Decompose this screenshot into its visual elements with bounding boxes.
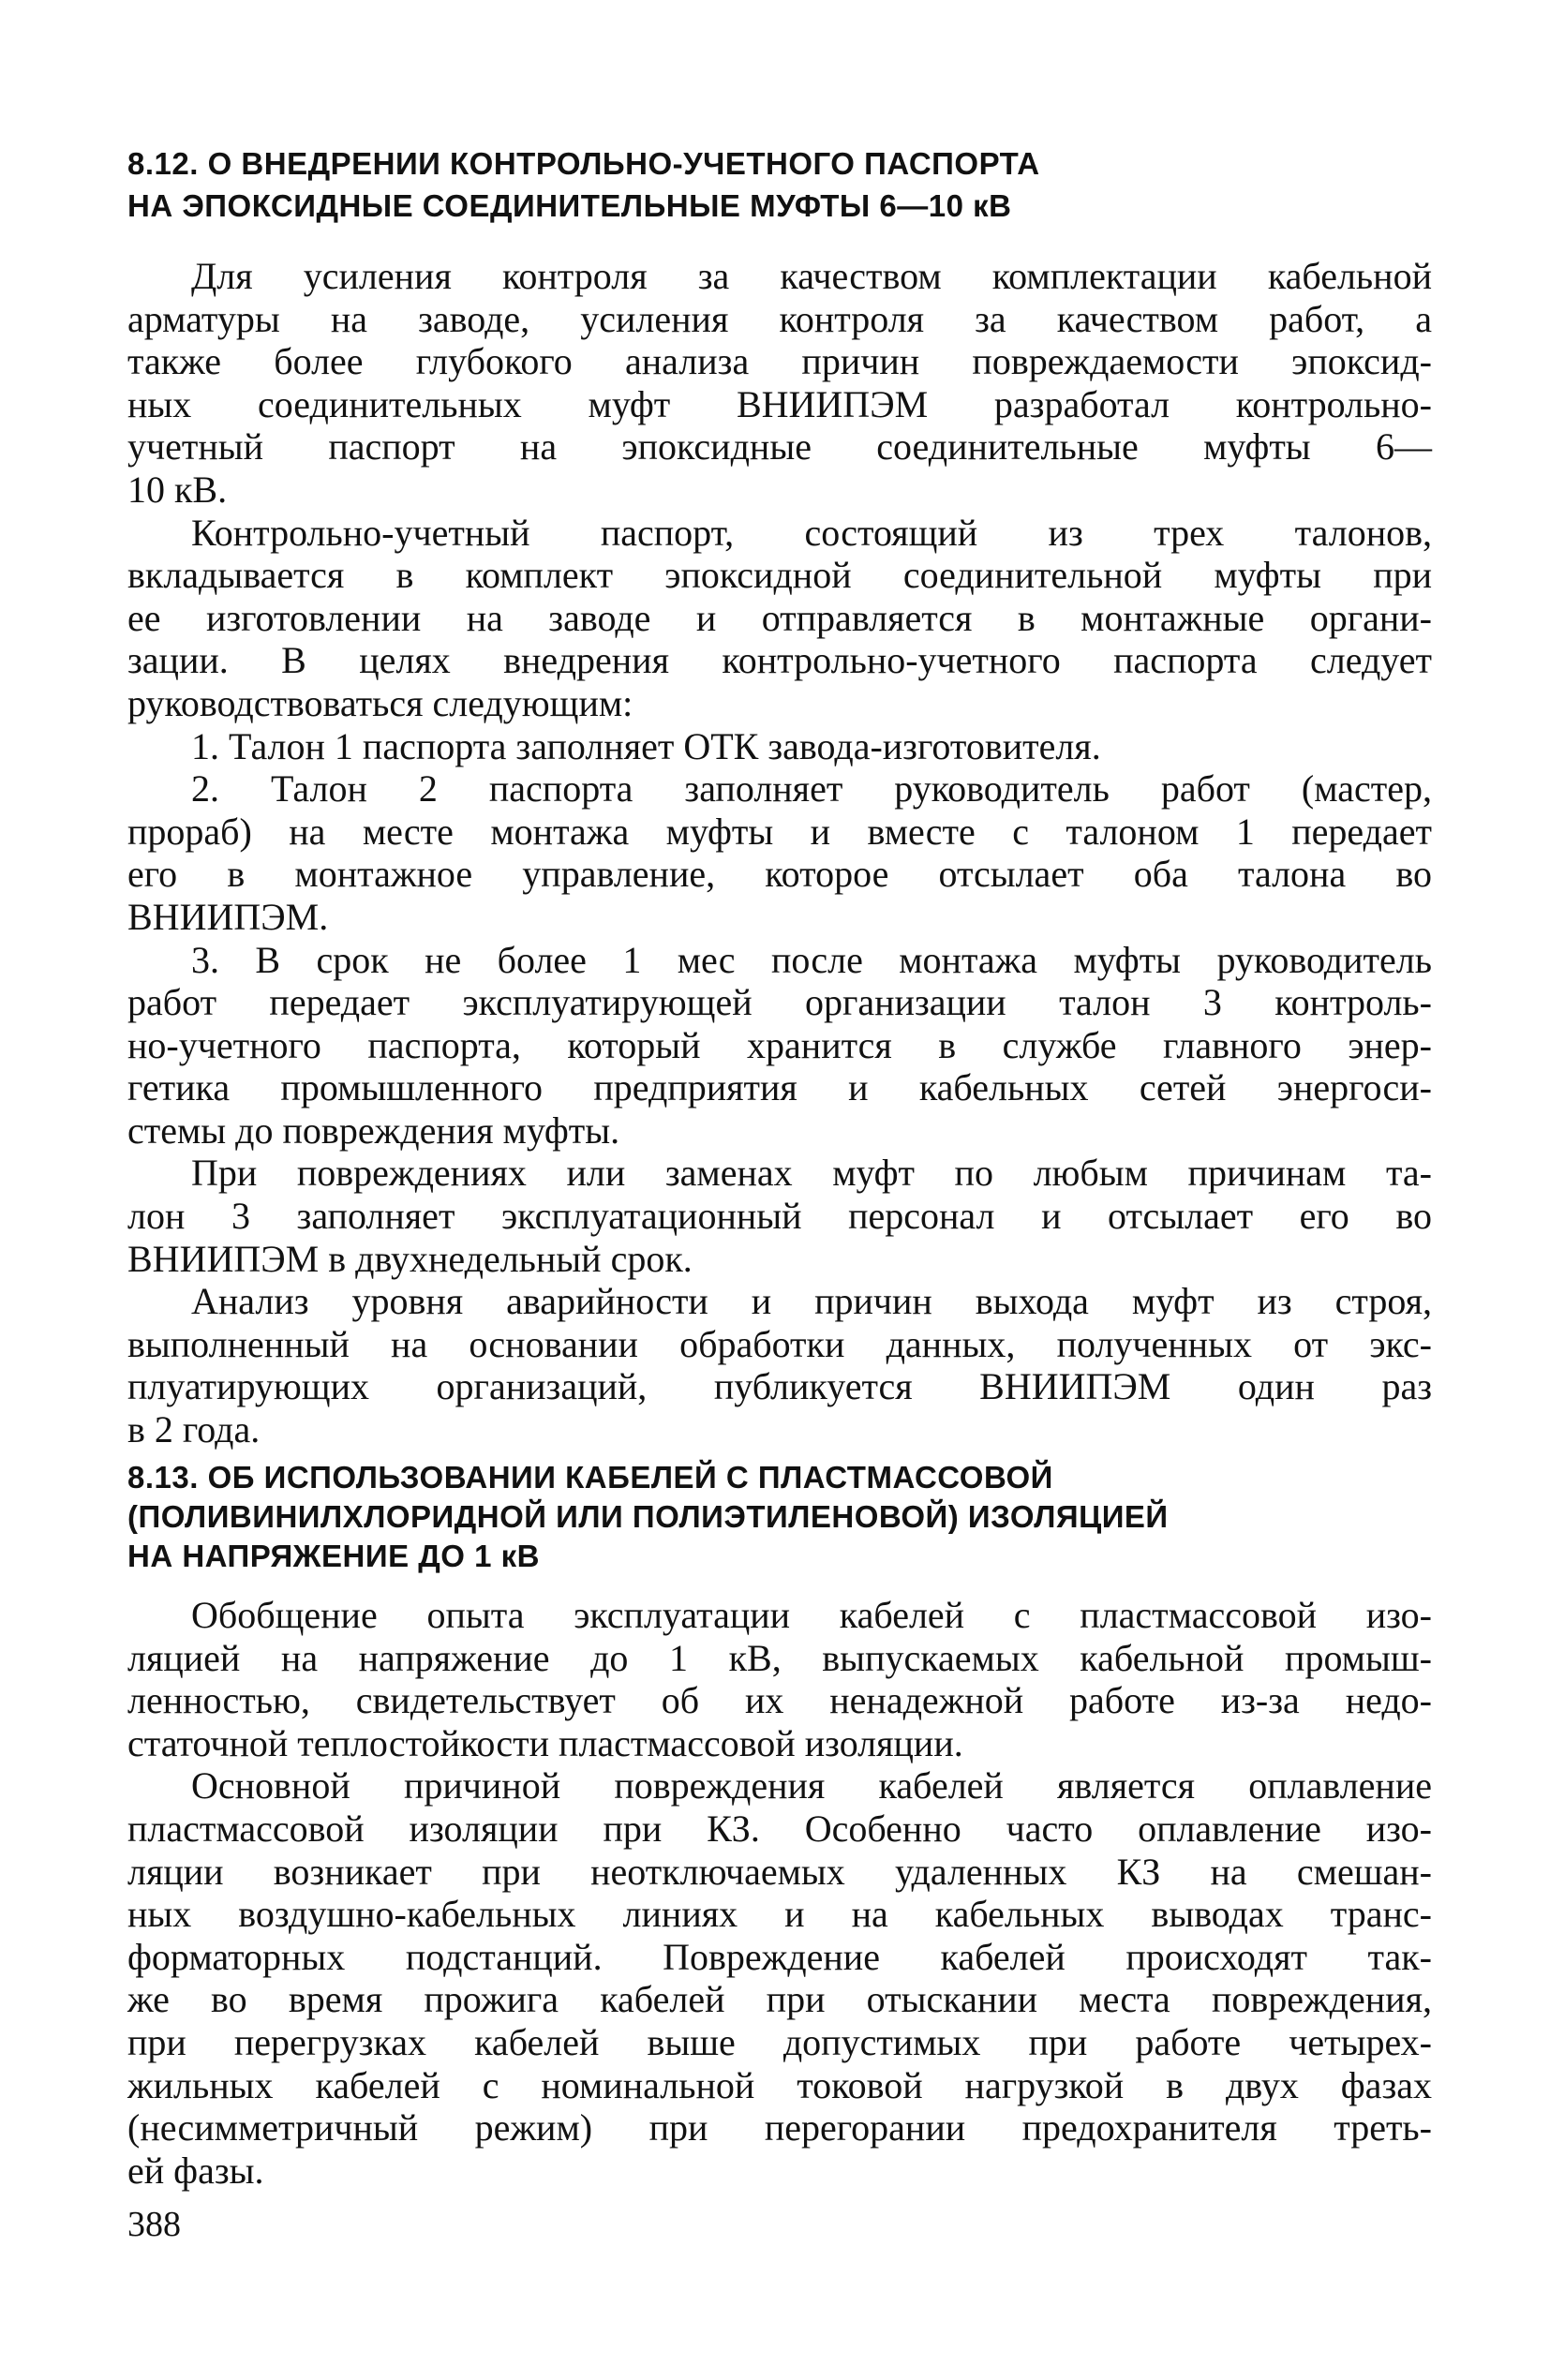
text-line: выполненный на основании обработки данных, полученных от экс- [127, 1322, 1432, 1365]
text-line: Обобщение опыта эксплуатации кабелей с пластмассовой изо- [191, 1594, 1432, 1636]
paragraph [127, 1764, 1432, 2192]
paragraph [127, 1152, 1432, 1280]
text-line: в 2 года. [127, 1408, 261, 1451]
text-line: ных воздушно-кабельных линиях и на кабельных выводах транс- [127, 1893, 1432, 1936]
text-line: же во время прожига кабелей при отыскании места повреждения, [127, 1978, 1432, 2021]
paragraph [127, 767, 1432, 938]
text-line: также более глубокого анализа причин повреждаемости эпоксид- [127, 340, 1432, 383]
text-line: работ передает эксплуатирующей организации талон 3 контроль- [127, 981, 1432, 1024]
paragraph [127, 1594, 1432, 1764]
section-8-13-heading [127, 1458, 1432, 1576]
heading-line: НА НАПРЯЖЕНИЕ ДО 1 кВ [127, 1539, 540, 1573]
paragraph [127, 512, 1432, 725]
section-8-12-body [127, 255, 1432, 1451]
text-line: 3. В срок не более 1 мес после монтажа муфты руководитель [191, 938, 1432, 981]
text-line: но-учетного паспорта, который хранится в службе главного энер- [127, 1023, 1432, 1066]
text-line: ей фазы. [127, 2149, 264, 2192]
text-line: плуатирующих организаций, публикуется ВНИИПЭМ один раз [127, 1365, 1432, 1408]
text-line: Основной причиной повреждения кабелей является оплавление [191, 1764, 1432, 1807]
text-line: ляции возникает при неотключаемых удаленных КЗ на смешан- [127, 1850, 1432, 1893]
paragraph [127, 1280, 1432, 1450]
text-line: ных соединительных муфт ВНИИПЭМ разработал контрольно- [127, 382, 1432, 425]
text-line: его в монтажное управление, которое отсылает оба талона во [127, 853, 1432, 896]
paragraph [127, 255, 1432, 512]
text-line: ВНИИПЭМ. [127, 895, 329, 938]
section-8-12-heading [127, 142, 1432, 227]
text-line: прораб) на месте монтажа муфты и вместе с талоном 1 передает [127, 810, 1432, 853]
text-line: 2. Талон 2 паспорта заполняет руководитель работ (мастер, [191, 767, 1432, 811]
text-line: ее изготовлении на заводе и отправляется в монтажные органи- [127, 596, 1432, 639]
text-line: при перегрузках кабелей выше допустимых при работе четырех- [127, 2020, 1432, 2063]
text-line: При повреждениях или заменах муфт по любым причинам та- [191, 1152, 1432, 1195]
text-line: статочной теплостойкости пластмассовой изоляции. [127, 1721, 963, 1764]
text-line: Анализ уровня аварийности и причин выхода муфт из строя, [191, 1280, 1432, 1323]
page-number: 388 [127, 2205, 181, 2244]
heading-line: НА ЭПОКСИДНЫЕ СОЕДИНИТЕЛЬНЫЕ МУФТЫ 6—10 кВ [127, 188, 1012, 223]
text-line: руководствоваться следующим: [127, 681, 633, 724]
text-line: учетный паспорт на эпоксидные соединительные муфты 6— [127, 425, 1432, 469]
text-line: пластмассовой изоляции при КЗ. Особенно часто оплавление изо- [127, 1807, 1432, 1850]
paragraph [127, 939, 1432, 1153]
text-line: ВНИИПЭМ в двухнедельный срок. [127, 1237, 693, 1280]
text-line: Контрольно-учетный паспорт, состоящий из трех талонов, [191, 511, 1432, 554]
text-line: стемы до повреждения муфты. [127, 1108, 620, 1152]
text-line: 1. Талон 1 паспорта заполняет ОТК завода-изготовителя. [191, 724, 1101, 767]
text-line: гетика промышленного предприятия и кабельных сетей энергоси- [127, 1066, 1432, 1109]
text-line: вкладывается в комплект эпоксидной соединительной муфты при [127, 554, 1432, 597]
text-line: жильных кабелей с номинальной токовой нагрузкой в двух фазах [127, 2063, 1432, 2106]
text-line: ленностью, свидетельствует об их ненадежной работе из-за недо- [127, 1679, 1432, 1722]
text-line: зации. В целях внедрения контрольно-учетного паспорта следует [127, 639, 1432, 682]
section-8-13-body [127, 1594, 1432, 2192]
text-line: форматорных подстанций. Повреждение кабелей происходят так- [127, 1935, 1432, 1978]
heading-line: 8.12. О ВНЕДРЕНИИ КОНТРОЛЬНО-УЧЕТНОГО ПАСПОРТА [127, 146, 1040, 181]
text-line: 10 кВ. [127, 468, 228, 511]
text-line: арматуры на заводе, усиления контроля за качеством работ, а [127, 297, 1432, 340]
text-line: Для усиления контроля за качеством комплектации кабельной [191, 255, 1432, 297]
heading-line: 8.13. ОБ ИСПОЛЬЗОВАНИИ КАБЕЛЕЙ С ПЛАСТМАССОВОЙ [127, 1460, 1053, 1495]
text-line: ляцией на напряжение до 1 кВ, выпускаемых кабельной промыш- [127, 1636, 1432, 1679]
text-line: (несимметричный режим) при перегорании предохранителя треть- [127, 2106, 1432, 2149]
heading-line: (ПОЛИВИНИЛХЛОРИДНОЙ ИЛИ ПОЛИЭТИЛЕНОВОЙ) ИЗОЛЯЦИЕЙ [127, 1499, 1169, 1534]
paragraph [127, 725, 1432, 768]
text-line: лон 3 заполняет эксплуатационный персонал и отсылает его во [127, 1195, 1432, 1238]
